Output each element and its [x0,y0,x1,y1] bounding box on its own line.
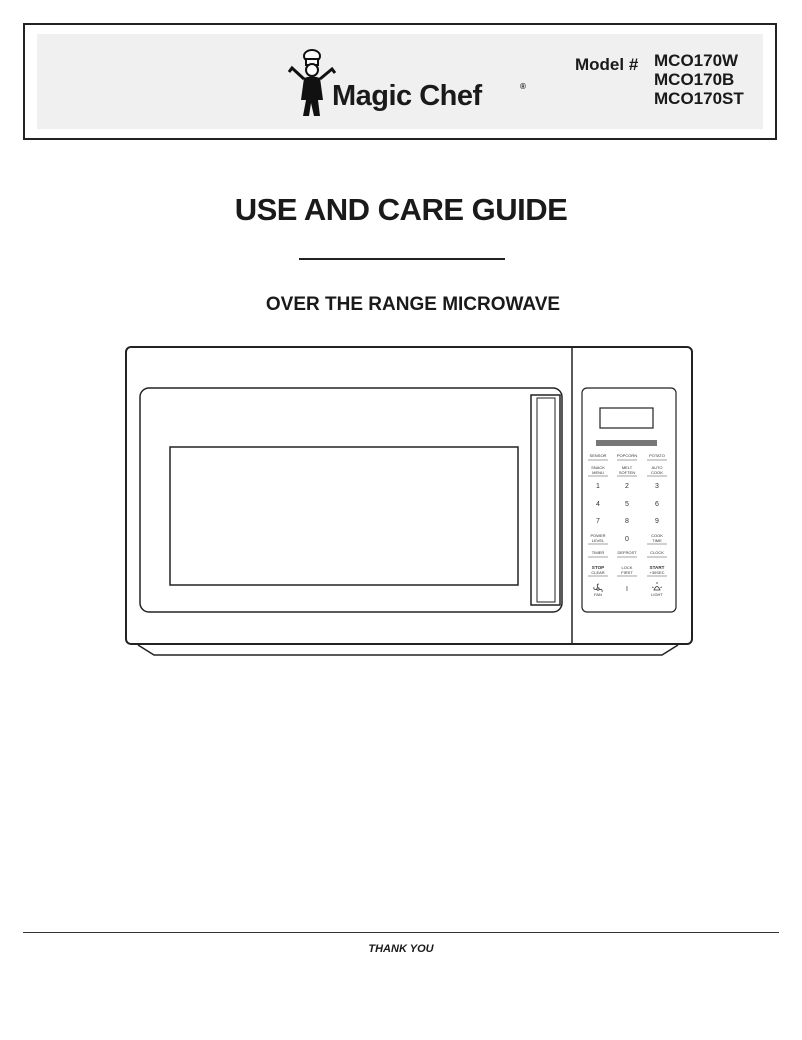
keypad-light-label[interactable]: LIGHT [651,592,663,597]
registered-mark: ® [520,82,526,91]
keypad-lock-1[interactable]: LOCK [621,565,633,570]
magic-chef-logo [286,48,526,118]
page-title: USE AND CARE GUIDE [234,192,568,227]
keypad-potato[interactable]: POTATO [649,453,665,458]
keypad-start-1[interactable]: START [649,565,665,570]
thank-you-text: THANK YOU [368,943,434,955]
keypad-timer[interactable]: TIMER [591,550,605,555]
keypad-start-2[interactable]: +30SEC [649,570,665,575]
keypad-stop-2[interactable]: CLEAR [591,570,605,575]
keypad-auto-cook-2[interactable]: COOK [651,470,663,475]
keypad-clock[interactable]: CLOCK [650,550,664,555]
keypad-2[interactable]: 2 [625,483,629,490]
keypad-power-level-2[interactable]: LEVEL [591,538,605,543]
model-number: MCO170W [654,51,739,70]
keypad-0[interactable]: 0 [625,536,629,543]
page-subtitle: OVER THE RANGE MICROWAVE [265,294,561,315]
keypad-sensor[interactable]: SENSOR [589,453,607,458]
keypad-lock-2[interactable]: FIRST [621,570,633,575]
keypad-cook-time-2[interactable]: TIME [652,538,662,543]
keypad-6[interactable]: 6 [655,501,659,508]
microwave-illustration [122,343,698,661]
model-list [654,51,744,108]
keypad-power-level-1[interactable]: POWER [590,533,606,538]
keypad-melt-soften-2[interactable]: SOFTEN [618,470,636,475]
keypad-stop-1[interactable]: STOP [591,565,605,570]
model-number: MCO170ST [654,89,744,108]
keypad-1[interactable]: 1 [596,483,600,490]
keypad-4[interactable]: 4 [596,501,600,508]
footer-divider [23,932,779,933]
title-divider [299,258,505,260]
keypad-fan-label[interactable]: FAN [594,592,602,597]
model-number: MCO170B [654,70,735,89]
brand-name: Magic Chef [332,80,482,112]
keypad-melt-soften-1[interactable]: MELT [621,465,633,470]
keypad-cook-time-1[interactable]: COOK [651,533,663,538]
keypad-defrost[interactable]: DEFROST [617,550,637,555]
keypad-snack-menu-1[interactable]: SNACK [591,465,605,470]
keypad-popcorn[interactable]: POPCORN [616,453,638,458]
keypad-9[interactable]: 9 [655,518,659,525]
keypad-snack-menu-2[interactable]: MENU [592,470,604,475]
keypad-7[interactable]: 7 [596,518,600,525]
model-label: Model # [575,55,639,74]
chef-icon [286,48,336,118]
keypad-auto-cook-1[interactable]: AUTO [651,465,663,470]
keypad-8[interactable]: 8 [625,518,629,525]
keypad-center[interactable]: I [626,586,628,593]
keypad-5[interactable]: 5 [625,501,629,508]
keypad-3[interactable]: 3 [655,483,659,490]
